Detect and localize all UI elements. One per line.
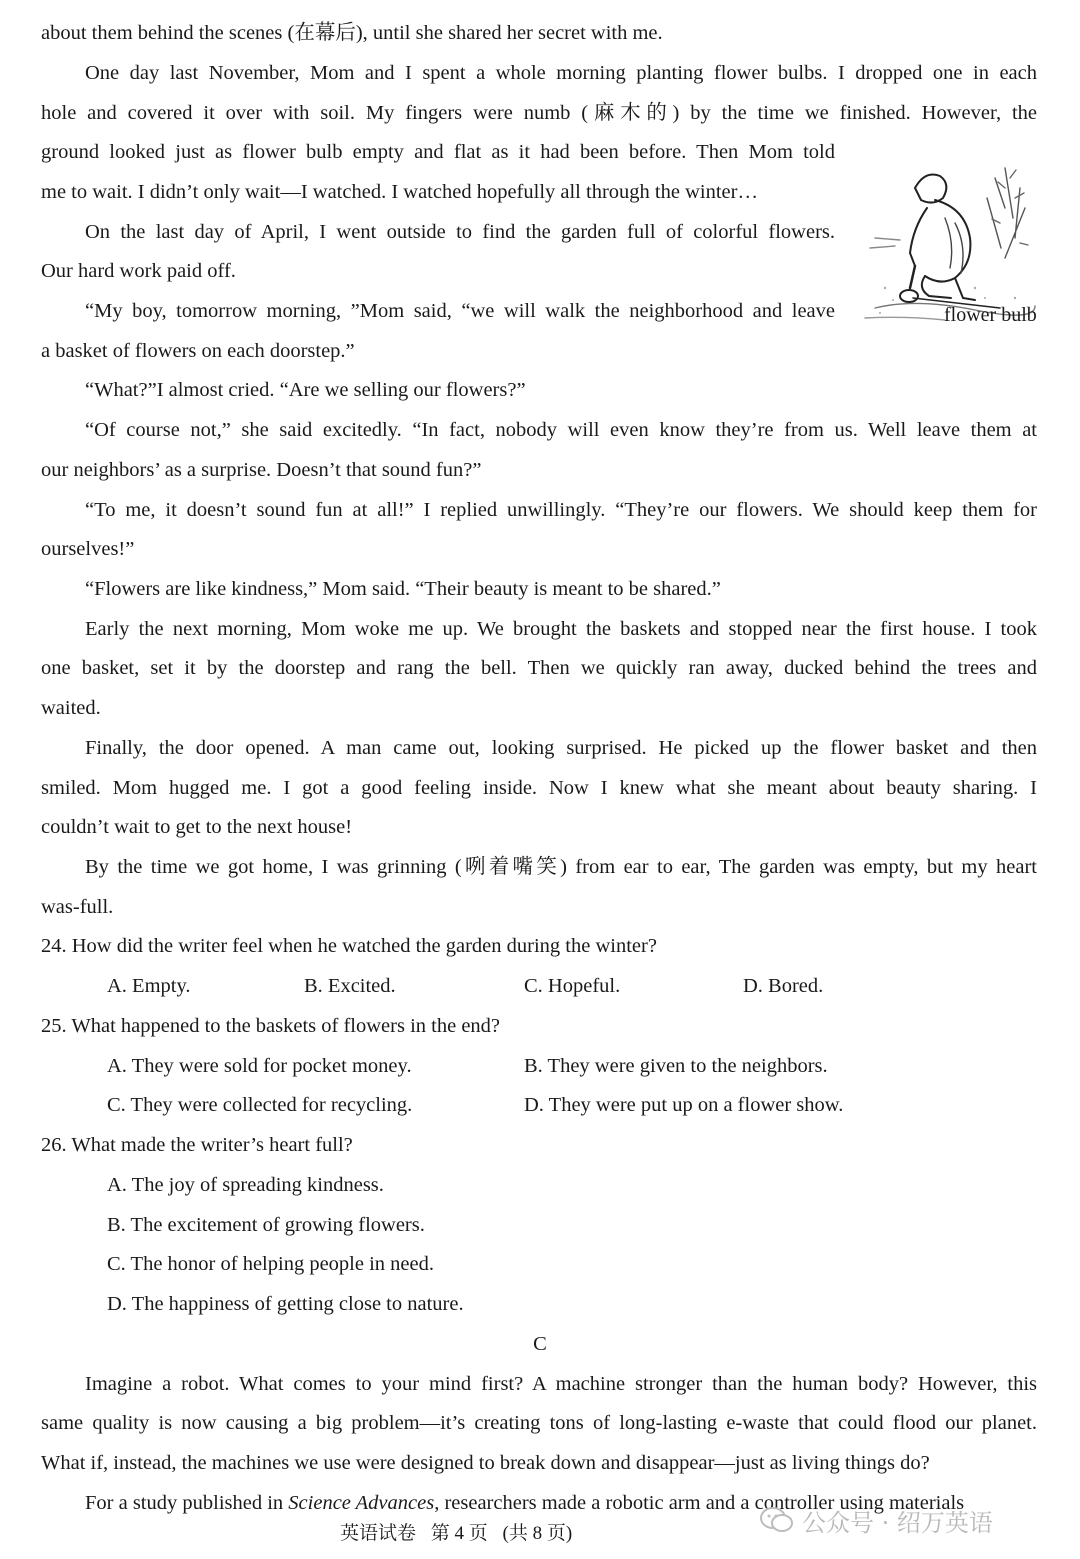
answer-option[interactable]: D. The happiness of getting close to nature. [107,1293,464,1315]
question-stem: 26. What made the writer’s heart full? [41,1134,353,1156]
story-paragraph-line: “What?”I almost cried. “Are we selling our flowers?” [85,379,526,401]
story-paragraph-line: Finally, the door opened. A man came out, looking surprised. He picked up the flower basket and then [85,737,1037,759]
story-paragraph-line: one basket, set it by the doorstep and rang the bell. Then we quickly ran away, ducked behind the trees and [41,657,1037,679]
watermark [760,1500,993,1540]
story-paragraph-line: “My boy, tomorrow morning, ”Mom said, “we will walk the neighborhood and leave [85,300,835,322]
story-paragraph-line: One day last November, Mom and I spent a whole morning planting flower bulbs. I dropped one in each [85,62,1037,84]
passage-line: What if, instead, the machines we use were designed to break down and disappear—just as living things do? [41,1452,930,1474]
story-paragraph-line: couldn’t wait to get to the next house! [41,816,353,838]
story-paragraph-line: smiled. Mom hugged me. I got a good feeling inside. Now I knew what she meant about beauty sharing. I [41,777,1037,799]
answer-option[interactable]: A. Empty. [107,975,191,997]
page-footer [340,1518,582,1550]
story-paragraph-line: hole and covered it over with soil. My fingers were numb (麻木的) by the time we finished. However, the [41,102,1037,124]
watermark-text: 公众号 · 绍万英语 [802,1508,993,1537]
section-heading: C [533,1333,547,1355]
passage-text: For a study published in [85,1492,289,1514]
story-paragraph-line: was-full. [41,896,114,918]
answer-option[interactable]: B. They were given to the neighbors. [524,1055,828,1077]
question-stem: 25. What happened to the baskets of flowers in the end? [41,1015,501,1037]
passage-line: same quality is now causing a big problem—it’s creating tons of long-lasting e-waste that could flood our planet. [41,1412,1037,1434]
answer-option[interactable]: C. Hopeful. [524,975,621,997]
story-paragraph-line: ground looked just as flower bulb empty and flat as it had been before. Then Mom told [41,141,835,163]
footer-total-pages: (共 8 页) [502,1523,573,1544]
story-paragraph-line: me to wait. I didn’t only wait—I watched. I watched hopefully all through the winter… [41,181,758,203]
answer-option[interactable]: D. They were put up on a flower show. [524,1094,844,1116]
story-paragraph-line: “Of course not,” she said excitedly. “In fact, nobody will even know they’re from us. Well leave them at [85,419,1037,441]
story-paragraph-line: Early the next morning, Mom woke me up. We brought the baskets and stopped near the first house. I took [85,618,1037,640]
answer-option[interactable]: A. The joy of spreading kindness. [107,1174,384,1196]
answer-option[interactable]: B. Excited. [304,975,396,997]
answer-option[interactable]: B. The excitement of growing flowers. [107,1214,425,1236]
story-paragraph-line: “To me, it doesn’t sound fun at all!” I replied unwillingly. “They’re our flowers. We should keep them for [85,499,1037,521]
story-paragraph-line: On the last day of April, I went outside to find the garden full of colorful flowers. [85,221,835,243]
story-paragraph-line: about them behind the scenes (在幕后), until she shared her secret with me. [41,22,663,44]
story-paragraph-line: Our hard work paid off. [41,260,236,282]
answer-option[interactable]: A. They were sold for pocket money. [107,1055,412,1077]
footer-page-number: 第 4 页 [430,1523,488,1544]
footer-subject: 英语试卷 [340,1523,417,1544]
passage-line: Imagine a robot. What comes to your mind first? A machine stronger than the human body? However, this [85,1373,1037,1395]
story-paragraph-line: our neighbors’ as a surprise. Doesn’t that sound fun?” [41,459,482,481]
answer-option[interactable]: D. Bored. [743,975,824,997]
passage-text: , researchers made a robotic arm and a controller using materials [434,1492,965,1514]
story-paragraph-line: By the time we got home, I was grinning (咧着嘴笑) from ear to ear, The garden was empty, but my heart [85,856,1037,878]
figure-caption: flower bulb [944,304,1037,326]
story-paragraph-line: ourselves!” [41,538,135,560]
question-stem: 24. How did the writer feel when he watched the garden during the winter? [41,935,657,957]
answer-option[interactable]: C. The honor of helping people in need. [107,1253,434,1275]
story-paragraph-line: “Flowers are like kindness,” Mom said. “Their beauty is meant to be shared.” [85,578,721,600]
story-paragraph-line: waited. [41,697,101,719]
wechat-icon [760,1506,794,1534]
journal-title: Science Advances [288,1492,435,1514]
answer-option[interactable]: C. They were collected for recycling. [107,1094,413,1116]
story-paragraph-line: a basket of flowers on each doorstep.” [41,340,355,362]
